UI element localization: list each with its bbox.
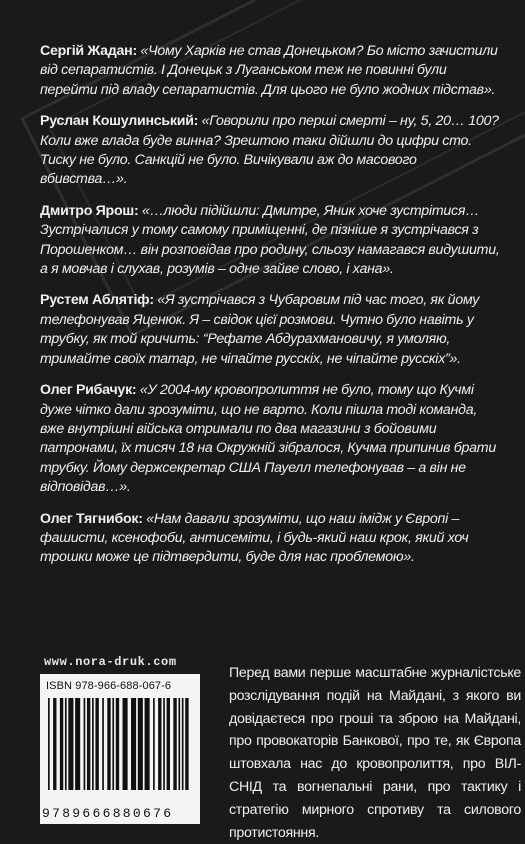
quotes-section	[40, 42, 502, 580]
quote-text: «Говорили про перші смерті – ну, 5, 20… 100? Коли вже влада буде винна? Зрештою таки дійшли до цифри сто. Тиску не було. Санкцій не було. Вичікували аж до масового вбивства…».	[40, 113, 499, 188]
barcode-bar	[112, 698, 114, 790]
quote-text: «Чому Харків не став Донецьком? Бо місто зачистили від сепаратистів. І Донецьк з Луганськом теж не повинні були перейти під владу сепаратистів. Для цього не було жодних підстав».	[40, 43, 498, 98]
barcode-bar	[60, 698, 63, 790]
barcode-bar	[95, 698, 98, 790]
barcode-bar	[116, 698, 119, 790]
barcode-block	[40, 674, 200, 824]
barcode-bar	[138, 698, 143, 790]
barcode-bar	[84, 698, 86, 790]
barcode-bar	[53, 698, 56, 790]
barcode-bar	[92, 698, 94, 790]
barcode-bar	[48, 698, 50, 790]
quote-speaker: Дмитро Ярош:	[40, 202, 139, 219]
quote-speaker: Сергій Жадан:	[40, 43, 137, 59]
barcode-bar	[65, 698, 67, 790]
barcode-bar	[158, 698, 161, 790]
barcode-bar	[167, 698, 170, 790]
book-description: Перед вами перше масштабне журналістське розслідування подій на Майдані, з якого ви довідаєтеся про гроші та зброю на Майдані, про провокаторів Банкової, про те, як Європа штовхала нас до кровопролиття, про ВІЛ-СНІД та вогнепальні рани, про тактику і стратегію мирного спротиву та силового протистояння.	[229, 665, 521, 841]
quote-rybachuk	[40, 381, 502, 497]
quote-speaker: Руслан Кошулинський:	[40, 113, 199, 130]
barcode-bar	[87, 698, 90, 790]
barcode-bar	[102, 698, 104, 790]
barcode-bar	[75, 698, 80, 790]
quote-zhadan	[40, 42, 502, 100]
quote-tiahnybok	[40, 510, 502, 568]
publisher-website: www.nora-druk.com	[44, 655, 177, 669]
isbn-label: ISBN 978-966-688-067-6	[46, 680, 172, 692]
quote-text: «У 2004-му кровопролиття не було, тому що Кучмі дуже чітко дали зрозуміти, що не варто. Коли пішла тоді команда, вже внутрішні війська отримали по два магазини з бойовими патронами, їх тисяч 18 на Окружній зібралося, Кучма припинив брати трубку. Йому держсекретар США Пауелл телефонував – а він не відповідав…».	[40, 382, 497, 496]
barcode-bar	[182, 698, 184, 790]
barcode-bar	[153, 698, 155, 790]
barcode-bar	[178, 698, 180, 790]
barcode-bar	[107, 698, 110, 790]
quote-speaker: Рустем Аблятіф:	[40, 292, 154, 309]
quote-text: «Нам давали зрозуміти, що наш імідж у Європі – фашисти, ксенофоби, антисеміти, і будь-який наш крок, який хоч трошки може це підтвердити, буде для нас проблемою».	[40, 510, 469, 566]
barcode-bar	[68, 698, 73, 790]
barcode-bar	[131, 698, 136, 790]
barcode-bar	[173, 698, 176, 790]
barcode-digits: 9789666880676	[42, 806, 174, 821]
quote-koshulynskyi	[40, 112, 502, 190]
quote-text: «…люди підійшли: Дмитре, Яник хоче зустрітися… Зустрічалися у тому самому приміщенні, де пізніше я зустрічався з Порошенком… він розповідав про родину, сльозу намагався видушити, а я мовчав і слухав, розумів – одне зайве слово, і хана».	[40, 202, 500, 278]
quote-yarosh	[40, 202, 502, 280]
quote-speaker: Олег Тягнибок:	[40, 510, 143, 527]
quote-text: «Я зустрічався з Чубаровим під час того, як йому телефонував Яценюк. Я – свідок цієї розмови. Чутно було навіть у трубку, як той кричить: “Рефате Абдурахмановичу, я умоляю, тримайте своїх татар, не чіпайте русскіх, не чіпайте русскіх”».	[40, 292, 480, 367]
barcode-bar	[163, 698, 165, 790]
barcode-bar	[145, 698, 150, 790]
barcode-bar	[123, 698, 128, 790]
barcode-bar	[185, 698, 188, 790]
barcode-image	[46, 698, 194, 804]
quote-ablatif	[40, 291, 502, 369]
quote-speaker: Олег Рибачук:	[40, 382, 137, 399]
